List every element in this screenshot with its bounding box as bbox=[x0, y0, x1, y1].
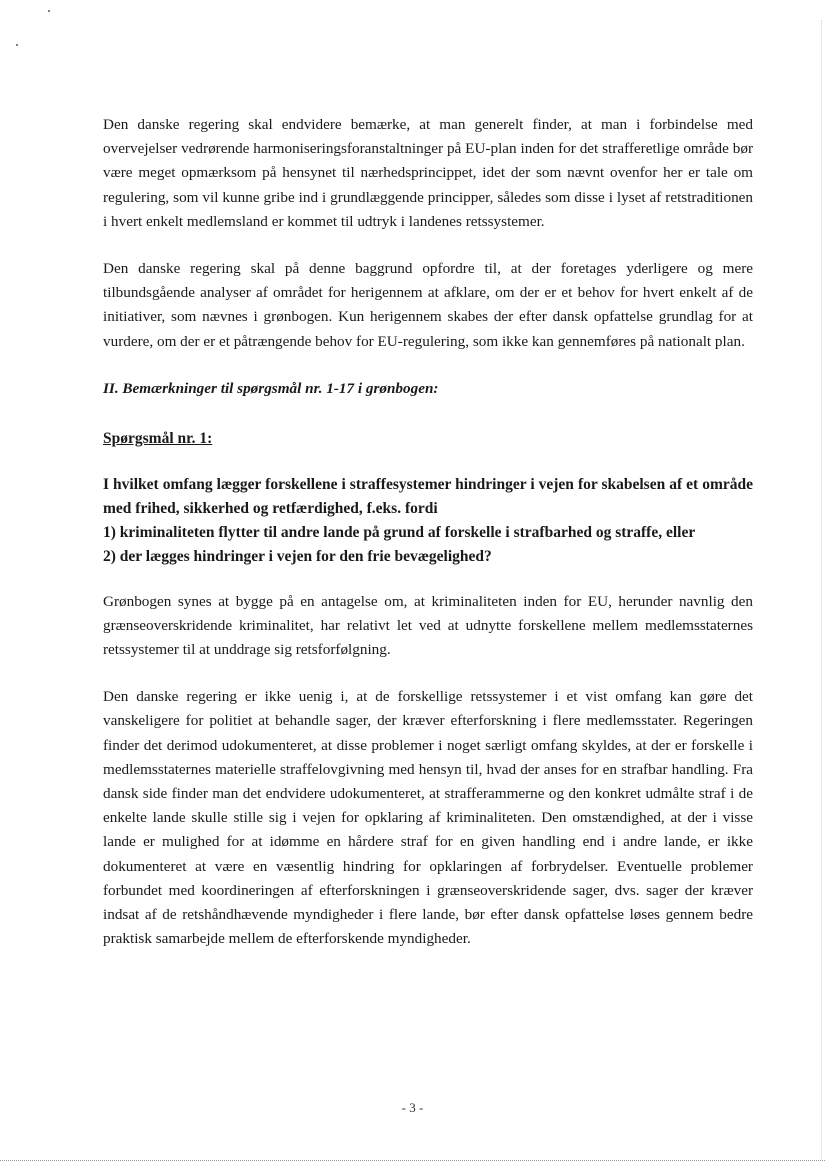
scan-edge-right bbox=[821, 20, 822, 1160]
paragraph-analysis-request: Den danske regering skal på denne baggrund opfordre til, at der foretages yderligere og mere tilbundsgående analyser af området for herigennem at afklare, om der er et behov for hvert enkelt af de initiativer, som nævnes i grønbogen. Kun herigennem skabes der efter dansk opfattelse grundlag for at vurdere, om der er et påtrængende behov for EU-regulering, som ikke kan gennemføres på nationalt plan. bbox=[103, 260, 753, 350]
section-heading: II. Bemærkninger til spørgsmål nr. 1-17 i grønbogen: bbox=[103, 379, 439, 397]
page-number: - 3 - bbox=[401, 1100, 424, 1115]
paragraph-harmonisation: Den danske regering skal endvidere bemærke, at man generelt finder, at man i forbindelse med overvejelser vedrørende harmoniseringsforanstaltninger på EU-plan inden for det strafferetlige område bør være meget opmærksom på hensynet til nærhedsprincippet, idet der som nævnt ovenfor her er tale om regulering, som vil kunne gribe ind i grundlæggende principper, således som disse i lyset af retstraditionen i hvert enkelt medlemsland er kommet til udtryk i landenes retssystemer. bbox=[103, 116, 753, 230]
document-body bbox=[103, 113, 753, 951]
paragraph-greenpaper-assumption: Grønbogen synes at bygge på en antagelse om, at kriminaliteten inden for EU, herunder navnlig den grænseoverskridende kriminalitet, har relativt let ved at udnytte forskellene mellem medlemsstaternes retssystemer til at unddrage sig retsforfølgning. bbox=[103, 592, 753, 659]
question-line: 1) kriminaliteten flytter til andre lande på grund af forskelle i strafbarhed og straffe, eller bbox=[103, 524, 696, 542]
paragraph-government-view: Den danske regering er ikke uenig i, at de forskellige retssystemer i et vist omfang kan gøre det vanskeligere for politiet at behandle sager, der kræver efterforskning i flere medlemsstater. Regeringen finder det derimod udokumenteret, at disse problemer i noget særligt omfang skyldes, at der er forskelle i medlemsstaternes materielle straffelovgivning med hensyn til, hvad der anses for en strafbar handling. Fra dansk side finder man det endvidere udokumenteret, at strafferammerne og den konkret udmålte straf i de enkelte lande skulle stille sig i vejen for opklaring af kriminaliteten. Den omstændighed, at der i visse lande er mulighed for at idømme en hårdere straf for en given handling end i andre lande, er ikke dokumenteret at være en væsentlig hindring for opklaringen af forbrydelser. Eventuelle problemer forbundet med koordineringen af efterforskningen i grænseoverskridende sager, dvs. sager der kræver indsat af de retshåndhævende myndigheder i flere lande, bør efter dansk opfattelse løses gennem bedre praktisk samarbejde mellem de efterforskende myndigheder. bbox=[103, 688, 753, 948]
question-text bbox=[103, 473, 753, 570]
scan-speck bbox=[16, 44, 18, 46]
scan-edge-bottom bbox=[0, 1160, 825, 1161]
scan-speck bbox=[48, 10, 50, 12]
question-label: Spørgsmål nr. 1: bbox=[103, 429, 213, 447]
question-line: I hvilket omfang lægger forskellene i straffesystemer hindringer i vejen for skabelsen af et område med frihed, sikkerhed og retfærdighed, f.eks. fordi bbox=[103, 475, 753, 518]
question-line: 2) der lægges hindringer i vejen for den frie bevægelighed? bbox=[103, 548, 492, 566]
